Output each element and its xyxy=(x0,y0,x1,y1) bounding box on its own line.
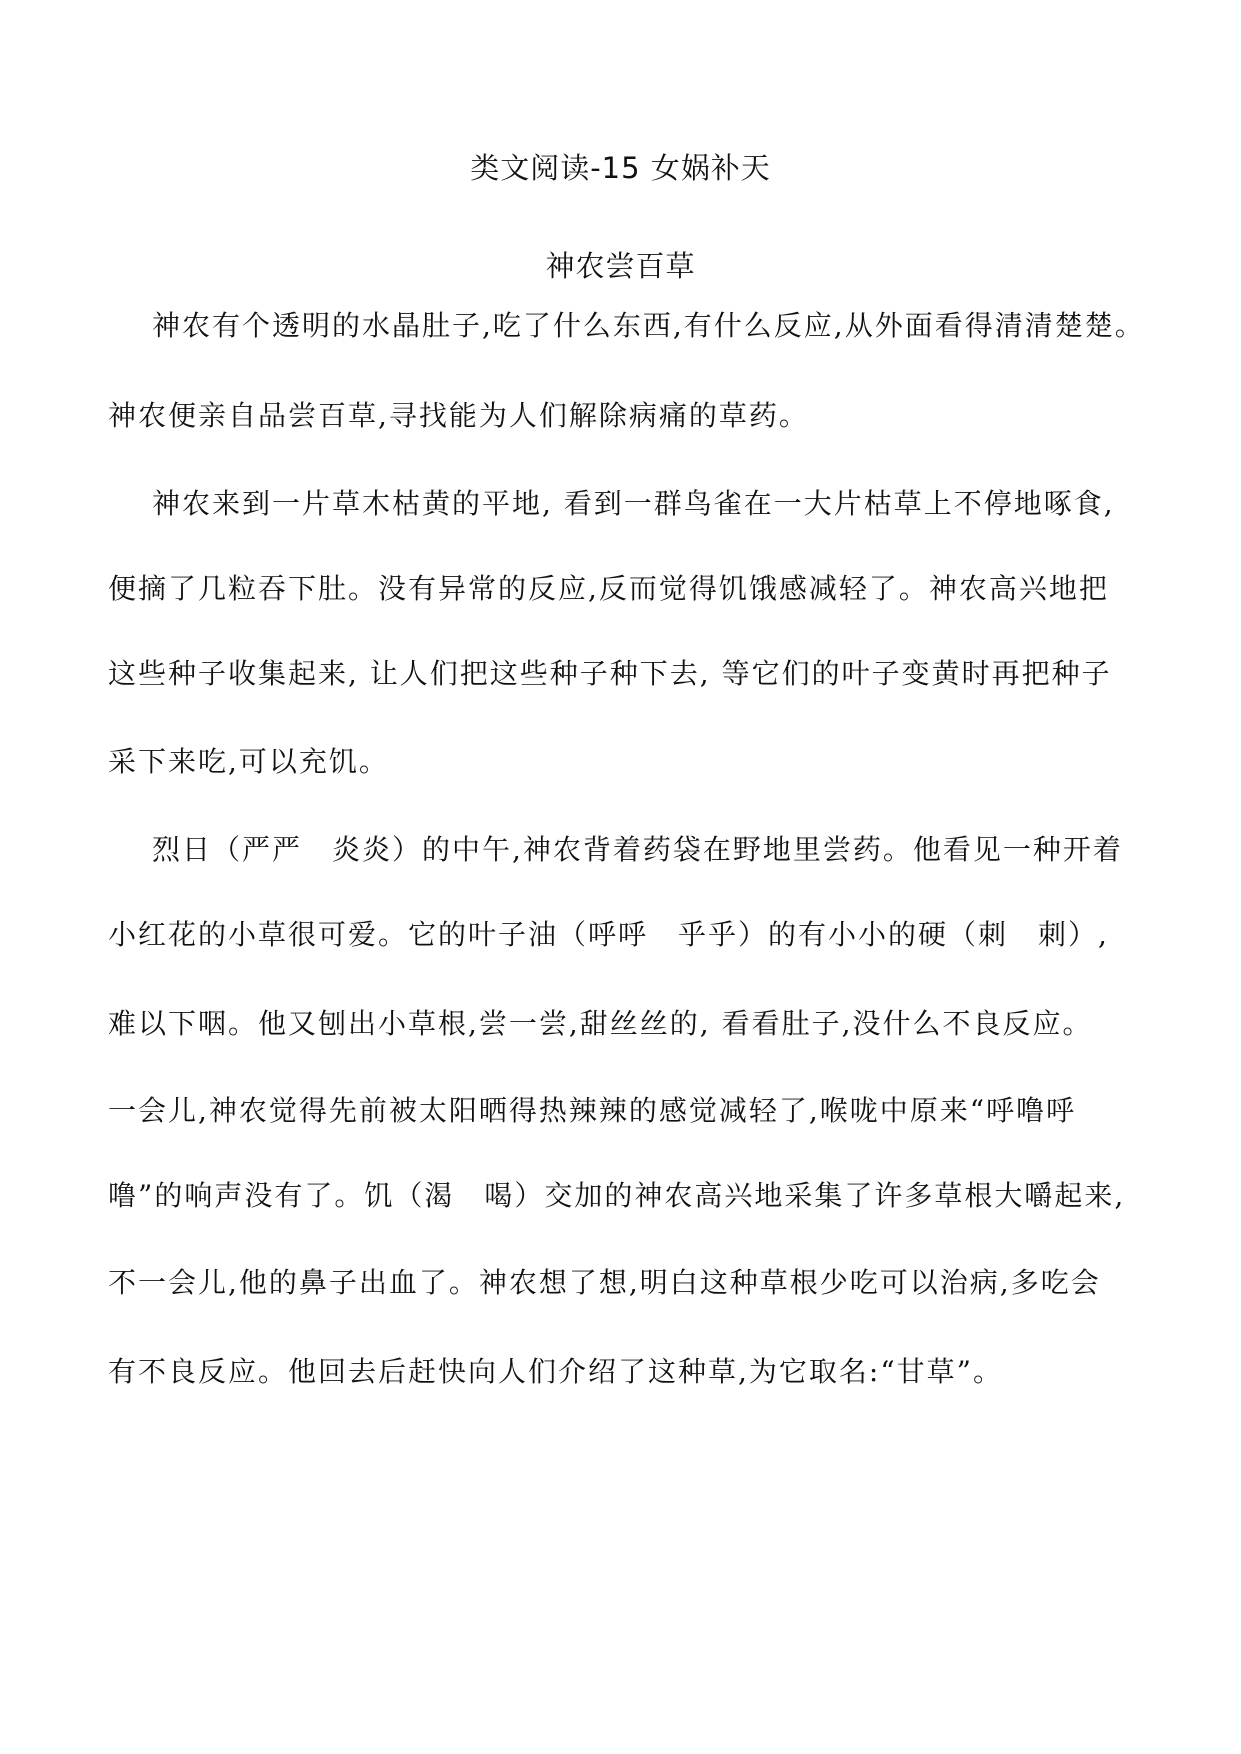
text-line-content: 便摘了几粒吞下肚。没有异常的反应,反而觉得饥饿感减轻了。神农高兴地把 xyxy=(108,572,1109,605)
text-line-content: 神农有个透明的水晶肚子,吃了什么东西,有什么反应,从外面看得清清楚楚。 xyxy=(152,309,1145,342)
text-line-content: 不一会儿,他的鼻子出血了。神农想了想,明白这种草根少吃可以治病,多吃会 xyxy=(108,1266,1101,1299)
document-title: 类文阅读-15 女娲补天 xyxy=(470,151,771,185)
text-line xyxy=(0,742,1241,782)
text-line-content: 噜”的响声没有了。饥（渴 喝）交加的神农高兴地采集了许多草根大嚼起来, xyxy=(108,1179,1126,1212)
text-line xyxy=(0,1352,1241,1392)
text-line-content: 难以下咽。他又刨出小草根,尝一尝,甜丝丝的, 看看肚子,没什么不良反应。 xyxy=(108,1007,1093,1040)
text-line-content: 采下来吃,可以充饥。 xyxy=(108,745,389,778)
text-line-content: 这些种子收集起来, 让人们把这些种子种下去, 等它们的叶子变黄时再把种子 xyxy=(108,657,1112,690)
text-line xyxy=(0,1176,1241,1216)
text-line-content: 一会儿,神农觉得先前被太阳晒得热辣辣的感觉减轻了,喉咙中原来“呼噜呼 xyxy=(108,1094,1077,1127)
text-line xyxy=(0,830,1241,870)
text-line xyxy=(0,1004,1241,1044)
text-line xyxy=(0,484,1241,524)
text-line-content: 神农来到一片草木枯黄的平地, 看到一群鸟雀在一大片枯草上不停地啄食, xyxy=(152,487,1115,520)
text-line xyxy=(0,306,1241,346)
text-line-content: 烈日（严严 炎炎）的中午,神农背着药袋在野地里尝药。他看见一种开着 xyxy=(152,833,1123,866)
text-line xyxy=(0,1091,1241,1131)
story-title: 神农尝百草 xyxy=(545,249,696,283)
text-line-content: 小红花的小草很可爱。它的叶子油（呼呼 乎乎）的有小小的硬（刺 刺）, xyxy=(108,918,1109,951)
text-line-content: 神农便亲自品尝百草,寻找能为人们解除病痛的草药。 xyxy=(108,399,809,432)
text-line xyxy=(0,569,1241,609)
text-line xyxy=(0,654,1241,694)
text-line xyxy=(0,396,1241,436)
text-line xyxy=(0,1263,1241,1303)
text-line-content: 有不良反应。他回去后赶快向人们介绍了这种草,为它取名:“甘草”。 xyxy=(108,1355,1003,1388)
text-line xyxy=(0,915,1241,955)
